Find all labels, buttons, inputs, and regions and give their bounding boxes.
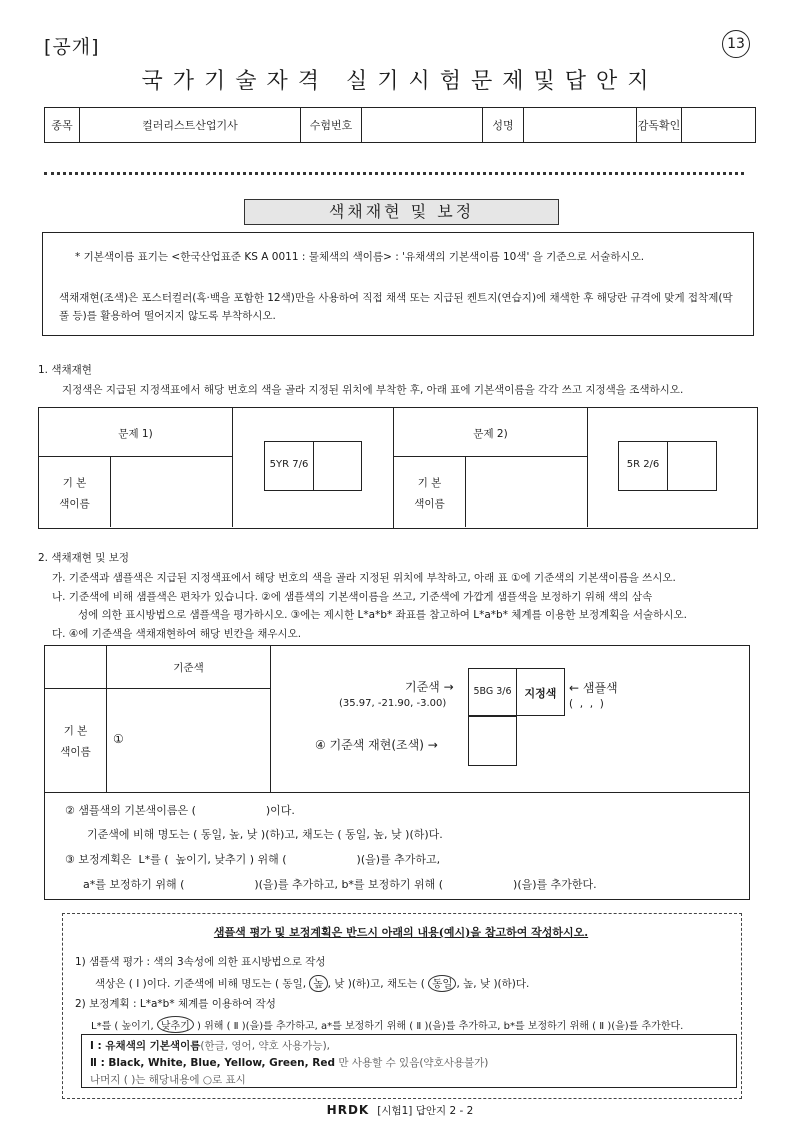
ref-color-code: 5BG 3/6 xyxy=(473,686,512,697)
color-swatch-2 xyxy=(618,441,668,491)
legend-1-rest: (한글, 영어, 약호 사용가능), xyxy=(200,1040,331,1052)
exam-number-field[interactable] xyxy=(362,108,483,143)
basic-label-2b: 색이름 xyxy=(414,498,445,510)
basic-name-cell-2 xyxy=(394,457,466,527)
q1-description: 지정색은 지급된 지정색표에서 해당 번호의 색을 골라 지정된 위치에 부착한 후, 아래 표에 기본색이름을 각각 쓰고 지정색을 조색하시오. xyxy=(62,384,684,396)
public-label: [공개] xyxy=(44,36,100,58)
problem2-header xyxy=(394,408,588,457)
corner-cell xyxy=(45,646,107,689)
circle-1-marker: ① xyxy=(113,732,124,746)
legend-3: 나머지 ( )는 해당내용에 ○로 표시 xyxy=(90,1074,246,1086)
q2-item-na-2: 성에 의한 표시방법으로 샘플색을 평가하시오. ③에는 제시한 L*a*b* 좌표를 참고하여 L*a*b* 체계를 이용한 보정계획을 서술하시오. xyxy=(78,609,687,621)
q2-table xyxy=(44,645,750,900)
basic-name-input-2[interactable] xyxy=(466,457,588,527)
basic-label-q2a: 기 본 xyxy=(63,725,88,737)
legend-1-bold: Ⅰ : 유채색의 기본색이름 xyxy=(90,1040,201,1052)
ref-color-header-label: 기준색 xyxy=(173,662,204,674)
example-2: 2) 보정계획 : L*a*b* 체계를 이용하여 작성 xyxy=(75,998,276,1010)
ref-arrow-label: 기준색 → xyxy=(405,680,454,694)
example-1: 1) 샘플색 평가 : 색의 3속성에 의한 표시방법으로 작성 xyxy=(75,956,326,968)
notice-box xyxy=(42,232,754,336)
ref-color-header xyxy=(107,646,271,689)
example-2a xyxy=(91,1016,683,1033)
sample-arrow-label: ← 샘플색 xyxy=(569,681,618,695)
page-number-badge: 13 xyxy=(722,30,750,58)
example-1a-post: , 높, 낮 )(하)다. xyxy=(456,978,530,990)
footer xyxy=(0,1103,800,1118)
basic-label-1a: 기 본 xyxy=(62,477,87,489)
basic-label-1b: 색이름 xyxy=(59,498,90,510)
problem2-label: 문제 2) xyxy=(473,428,508,440)
supervisor-label: 감독확인 xyxy=(637,108,682,143)
example-1a xyxy=(95,975,529,992)
example-1a-pre: 색상은 ( Ⅰ )이다. 기준색에 비해 명도는 ( 동일, xyxy=(95,978,307,990)
correction-line-5: a*를 보정하기 위해 ( )(을)를 추가하고, b*를 보정하기 위해 ( )(을)를 추가한다. xyxy=(83,878,597,891)
ref-color-swatch xyxy=(468,668,517,716)
example-2a-post: ) 위해 ( Ⅱ )(을)를 추가하고, a*를 보정하기 위해 ( Ⅱ )(을)를 추가하고, b*를 보정하기 위해 ( Ⅱ )(을)를 추가한다. xyxy=(197,1021,684,1032)
eval-line-2: ② 샘플색의 기본색이름은 ( )이다. xyxy=(65,804,295,817)
page-title: 국가기술자격 실기시험문제및답안지 xyxy=(141,69,659,94)
row-divider xyxy=(45,792,749,793)
basic-label-q2b: 색이름 xyxy=(60,746,91,758)
circled-high: 높 xyxy=(309,975,327,992)
q2-heading: 2. 색채재현 및 보정 xyxy=(38,552,130,564)
color-code-2: 5R 2/6 xyxy=(626,459,660,470)
color-code-1: 5YR 7/6 xyxy=(269,459,309,470)
notice-line-2: 색채재현(조색)은 포스터컬러(흑·백을 포함한 12색)만을 사용하여 직접 채색 또는 지급된 켄트지(연습지)에 채색한 후 해당란 규격에 맞게 접착제(딱풀 등)를 활용하여 떨어지지 않도록 부착하시오. xyxy=(59,292,733,322)
section-title: 색채재현 및 보정 xyxy=(244,199,559,225)
field-label: 종목 xyxy=(45,108,80,143)
legend-2-bold: Ⅱ : Black, White, Blue, Yellow, Green, Red xyxy=(90,1057,335,1069)
q1-table xyxy=(38,407,758,529)
divider xyxy=(44,172,744,175)
problem1-header xyxy=(39,408,233,457)
basic-name-input-1[interactable] xyxy=(111,457,233,527)
exam-info-table xyxy=(44,107,756,143)
q1-heading: 1. 색채재현 xyxy=(38,364,92,376)
legend-box xyxy=(81,1034,737,1088)
basic-name-cell-1 xyxy=(39,457,111,527)
designated-swatch xyxy=(516,668,565,716)
reproduction-swatch-1[interactable] xyxy=(313,441,362,491)
name-field[interactable] xyxy=(524,108,637,143)
supervisor-field[interactable] xyxy=(682,108,756,143)
example-box xyxy=(62,913,742,1099)
ref-basic-name-input[interactable] xyxy=(107,689,271,792)
legend-2-rest: 만 사용할 수 있음(약호사용불가) xyxy=(334,1057,489,1069)
example-1a-mid: , 낮 )(하)고, 채도는 ( xyxy=(327,978,425,990)
circled-lower: 낮추기 xyxy=(157,1016,194,1033)
q2-item-ga: 가. 기준색과 샘플색은 지급된 지정색표에서 해당 번호의 색을 골라 지정된 위치에 부착하고, 아래 표 ①에 기준색의 기본색이름을 쓰시오. xyxy=(52,572,676,584)
designated-label: 지정색 xyxy=(524,687,557,700)
exam-number-label: 수험번호 xyxy=(301,108,362,143)
reproduction-swatch-q2[interactable] xyxy=(468,716,517,766)
hrdk-logo: HRDK xyxy=(326,1103,370,1117)
field-value: 컬러리스트산업기사 xyxy=(80,108,301,143)
sample-coords[interactable]: ( , , ) xyxy=(569,698,604,710)
q2-item-da: 다. ④에 기준색을 색채재현하여 해당 빈칸을 채우시오. xyxy=(52,628,302,640)
example-title: 샘플색 평가 및 보정계획은 반드시 아래의 내용(예시)을 참고하여 작성하시오. xyxy=(213,926,589,939)
footer-text: [시험1] 답안지 2 - 2 xyxy=(377,1105,474,1117)
q2-item-na-1: 나. 기준색에 비해 샘플색은 편차가 있습니다. ②에 샘플색의 기본색이름을 쓰고, 기준색에 가깝게 샘플색을 보정하기 위해 색의 삼속 xyxy=(52,591,653,603)
reproduce-label: ④ 기준색 재현(조색) → xyxy=(315,738,438,752)
problem1-label: 문제 1) xyxy=(118,428,153,440)
reproduction-swatch-2[interactable] xyxy=(667,441,717,491)
name-label: 성명 xyxy=(483,108,524,143)
color-swatch-1 xyxy=(264,441,314,491)
notice-line-1: * 기본색이름 표기는 <한국산업표준 KS A 0011 : 물체색의 색이름> : '유채색의 기본색이름 10색' 을 기준으로 서술하시오. xyxy=(75,251,645,263)
lab-values: (35.97, -21.90, -3.00) xyxy=(339,698,447,709)
correction-line-4: ③ 보정계획은 L*를 ( 높이기, 낮추기 ) 위해 ( )(을)를 추가하고, xyxy=(65,853,441,866)
example-2a-pre: L*를 ( 높이기, xyxy=(91,1021,154,1032)
basic-name-cell-q2 xyxy=(45,689,107,792)
eval-line-3: 기준색에 비해 명도는 ( 동일, 높, 낮 )(하)고, 채도는 ( 동일, 높, 낮 )(하)다. xyxy=(87,828,443,841)
circled-same: 동일 xyxy=(428,975,456,992)
basic-label-2a: 기 본 xyxy=(417,477,442,489)
